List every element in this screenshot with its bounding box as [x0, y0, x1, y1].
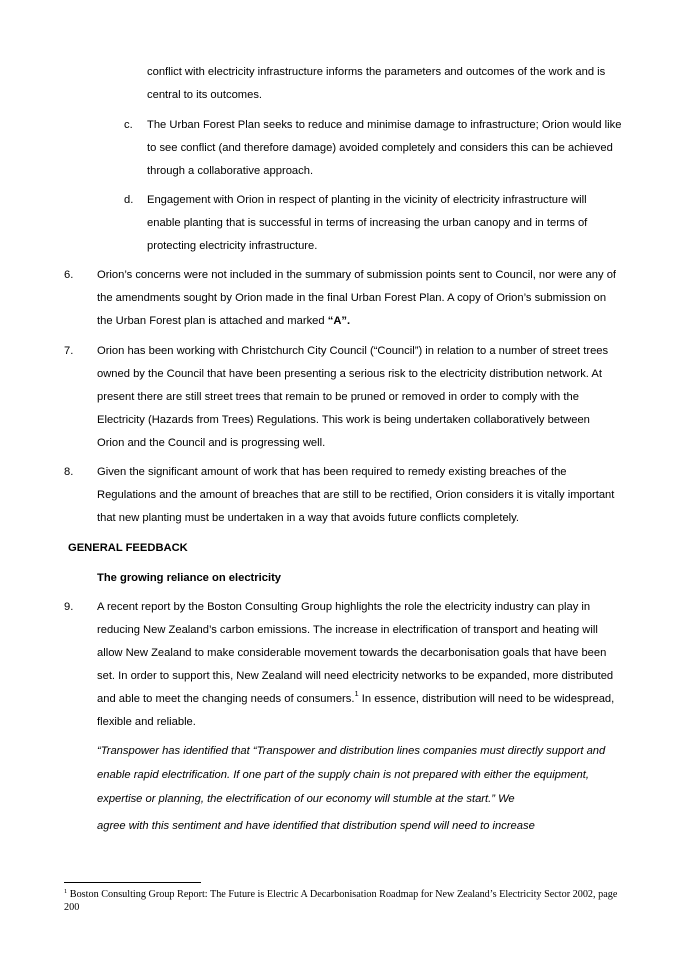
- paragraph-number: 9.: [64, 601, 74, 613]
- footnote-text: Boston Consulting Group Report: The Future is Electric A Decarbonisation Roadmap for New Zealand’s Electricity Sector 2002, page 200: [64, 889, 618, 913]
- paragraph-9-tail: In essence, distribution will need to be widespread, flexible and reliable.: [97, 693, 615, 728]
- quote-tail-text: agree with this sentiment and have identified that distribution spend will need to increase: [97, 820, 535, 832]
- sub-item-label: c.: [124, 119, 133, 131]
- continued-paragraph: [147, 61, 617, 107]
- sub-item-label: d.: [124, 194, 134, 206]
- sub-item-c: [124, 114, 624, 183]
- sub-item-text: The Urban Forest Plan seeks to reduce and minimise damage to infrastructure; Orion would like to see conflict (and therefore damage) avoided completely and considers this can be achieved through a collaborative approach.: [147, 119, 622, 177]
- paragraph-6: [64, 264, 624, 333]
- paragraph-number: 6.: [64, 269, 74, 281]
- footnote: [64, 889, 624, 914]
- continued-paragraph-text: conflict with electricity infrastructure informs the parameters and outcomes of the work and is central to its outcomes.: [147, 66, 606, 101]
- section-heading: GENERAL FEEDBACK: [68, 542, 188, 554]
- sub-item-text: Engagement with Orion in respect of planting in the vicinity of electricity infrastructure will enable planting that is successful in terms of increasing the urban canopy and in terms of protecting electricity infrastructure.: [147, 194, 588, 252]
- footnote-reference: 1: [354, 689, 359, 699]
- paragraph-9: [64, 596, 624, 734]
- footnote-separator: [64, 882, 201, 883]
- paragraph-9-body: A recent report by the Boston Consulting Group highlights the role the electricity industry can play in reducing New Zealand’s carbon emissions. The increase in electrification of transport and heating will allow New Zealand to make considerable movement towards the decarbonisation goals that have been set. In order to support this, New Zealand will need electricity networks to be expanded, more distributed and able to meet the changing needs of consumers.: [97, 601, 614, 705]
- paragraph-7: [64, 340, 624, 455]
- quote-block: [97, 739, 612, 838]
- paragraph-text: [97, 596, 619, 734]
- sub-heading: The growing reliance on electricity: [97, 572, 282, 584]
- paragraph-8: [64, 461, 624, 530]
- footnote-number: 1: [64, 887, 68, 895]
- exhibit-marker: “A”.: [327, 315, 351, 327]
- paragraph-6-body: Orion’s concerns were not included in the summary of submission points sent to Council, nor were any of the amendments sought by Orion made in the final Urban Forest Plan. A copy of Orion’s submission on the Urban Forest plan is attached and marked: [97, 269, 617, 327]
- paragraph-text: Orion has been working with Christchurch City Council (“Council”) in relation to a number of street trees owned by the Council that have been presenting a serious risk to the electricity distribution network. At present there are still street trees that remain to be pruned or removed in order to comply with the Electricity (Hazards from Trees) Regulations. This work is being undertaken collaboratively between Orion and the Council and is progressing well.: [97, 345, 609, 449]
- paragraph-number: 8.: [64, 466, 74, 478]
- quote-text: “Transpower has identified that “Transpower and distribution lines companies must directly support and enable rapid electrification. If one part of the supply chain is not prepared with either the equipment, expertise or planning, the electrification of our economy will stumble at the start.” We: [97, 745, 606, 805]
- paragraph-text: [97, 264, 624, 333]
- paragraph-number: 7.: [64, 345, 74, 357]
- paragraph-text: Given the significant amount of work that has been required to remedy existing breaches of the Regulations and the amount of breaches that are still to be rectified, Orion considers it is vitally important that new planting must be undertaken in a way that avoids future conflicts completely.: [97, 466, 615, 524]
- sub-item-d: [124, 189, 624, 258]
